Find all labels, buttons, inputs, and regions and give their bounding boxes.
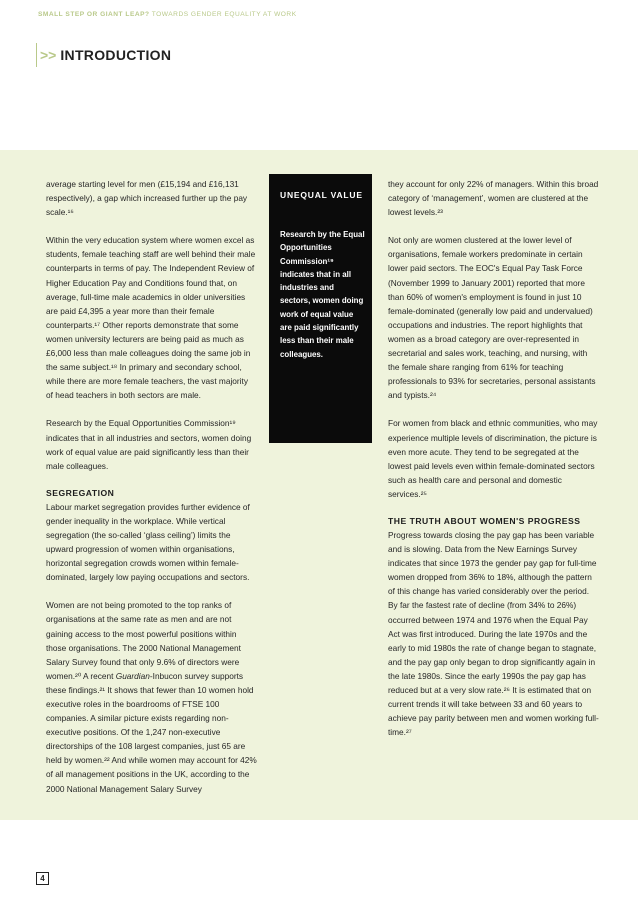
running-head-bold: SMALL STEP OR GIANT LEAP? (38, 11, 150, 18)
right-paragraph-3: For women from black and ethnic communities, who may experience multiple levels of discrimination, the picture is even more acute. They tend to be segregated at the lowest paid levels even within female-dominated sectors such as health care and personal and domestic services.²⁵ (388, 418, 598, 499)
sidebar-title: UNEQUAL VALUE (280, 190, 363, 200)
page-title: INTRODUCTION (60, 47, 172, 63)
page-number: 4 (36, 872, 49, 885)
left-paragraph-5-b: -Inbucon survey supports these findings.²¹ It shows that fewer than 10 women hold executive roles in the boardrooms of FTSE 100 companies. A similar picture exists regarding non-executive positions. Of the 1,247 non-executive directorships of the 108 largest companies, just 65 are held by women.²² And while women may account for 42% of all management positions in the UK, according to the 2000 National Management Salary Survey (46, 670, 257, 794)
right-paragraph-1: they account for only 22% of managers. Within this broad category of ‘management’, women are clustered at the lowest levels.²³ (388, 179, 599, 218)
left-paragraph-5-a: Women are not being promoted to the top ranks of organisations at the same rate as men and are not gaining access to the most powerful positions within those organisations. The 2000 National Management Salary Survey found that only 9.6% of directors were women.²⁰ A recent (46, 600, 241, 681)
heading-arrows: >> (40, 47, 57, 63)
sidebar-callout (269, 174, 372, 443)
right-paragraph-2: Not only are women clustered at the lower level of organisations, female workers predominate in certain lower paid sectors. The EOC's Equal Pay Task Force (November 1999 to January 2001) reported that more than 60% of women's employment is found in just 10 female-dominated (generally low paid and undervalued) occupations and industries. The report highlights that women as a broad category are over-represented in secretarial and sales work, teaching, and nursing, with the female share ranging from 61% for teaching professionals to 93% for secretaries, personal assistants and typists.²⁴ (388, 235, 596, 401)
left-paragraph-4: Labour market segregation provides further evidence of gender inequality in the workplace. While vertical segregation (the so-called ‘glass ceiling’) limits the upward progression of women within organisations, horizontal segregation crowds women within female-dominated, largely low paying occupations and sectors. (46, 501, 250, 583)
truth-subhead: THE TRUTH ABOUT WOMEN'S PROGRESS (388, 515, 581, 526)
right-paragraph-4: Progress towards closing the pay gap has been variable and is slowing. Data from the New Earnings Survey indicates that since 1973 the gender pay gap for full-time women dropped from 36% to 18%, although the pattern of this change has varied considerably over the period. By far the fastest rate of decline (from 34% to 26%) occurred between 1974 and 1976 when the Equal Pay Act was first introduced. During the late 1970s and the early to mid 1980s the rate of change began to stagnate, and the pay gap only began to drop significantly again in the late 1980s. Since the early 1990s the pay gap has reduced but at a very slow rate.²⁶ It is estimated that on current trends it will take between 33 and 60 years to achieve pay parity between men and women working full-time.²⁷ (388, 529, 599, 738)
left-paragraph-5 (46, 598, 257, 795)
right-column (388, 177, 600, 753)
running-head (38, 11, 297, 18)
running-head-rest: TOWARDS GENDER EQUALITY AT WORK (151, 11, 297, 18)
section-heading (36, 43, 171, 67)
left-paragraph-2: Within the very education system where women excel as students, female teaching staff are well behind their male counterparts in terms of pay. The Independent Review of Higher Education Pay and Conditions found that, on average, full-time male academics in older universities are paid £4,395 a year more than their female counterparts.¹⁷ Other reports demonstrate that some women university lecturers are being paid as much as £6,000 less than male colleagues doing the same job in the same subject.¹⁸ In primary and secondary school, while there are more female teachers, the vast majority of head teachers in both sectors are male. (46, 235, 256, 401)
left-paragraph-1: average starting level for men (£15,194 and £16,131 respectively), a gap which increased further up the pay scale.¹⁶ (46, 179, 248, 218)
heading-rule (36, 43, 37, 67)
left-paragraph-3: Research by the Equal Opportunities Commission¹⁹ indicates that in all industries and sectors, women doing work of equal value are paid significantly less than their male colleagues. (46, 418, 252, 471)
sidebar-body: Research by the Equal Opportunities Commission¹⁹ indicates that in all industries and sectors, women doing work of equal value are paid significantly less than their male colleagues. (280, 230, 365, 359)
guardian-italic: Guardian (115, 670, 150, 681)
left-column (46, 177, 257, 810)
segregation-subhead: SEGREGATION (46, 487, 115, 498)
